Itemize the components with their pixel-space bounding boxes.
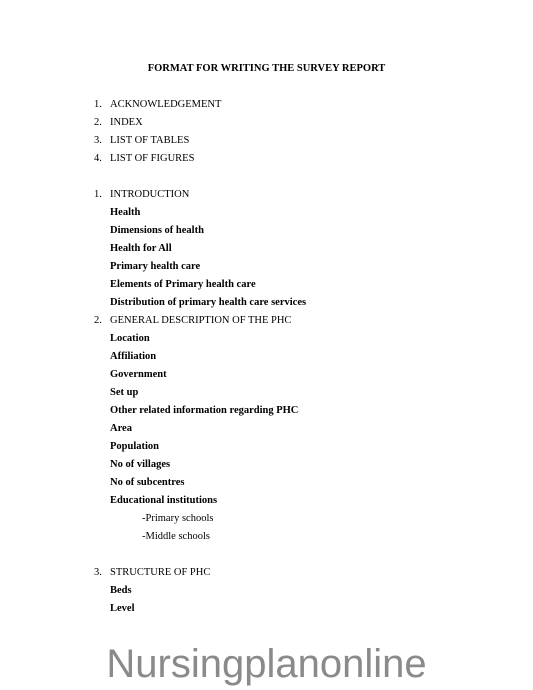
section-item: Set up xyxy=(110,387,139,398)
document-title: FORMAT FOR WRITING THE SURVEY REPORT xyxy=(147,63,386,74)
section-item: Educational institutions xyxy=(110,495,218,506)
watermark: Nursingplanonline xyxy=(106,642,427,686)
section-number: 2. xyxy=(94,315,102,326)
section-item: Health xyxy=(110,207,141,218)
item-number: 4. xyxy=(94,153,102,164)
section-item: Dimensions of health xyxy=(110,225,204,236)
section-label: GENERAL DESCRIPTION OF THE PHC xyxy=(110,315,292,326)
section-item: Affiliation xyxy=(110,351,157,362)
item-label: LIST OF FIGURES xyxy=(110,153,195,164)
section-number: 3. xyxy=(94,567,102,578)
section-item: Beds xyxy=(110,585,132,596)
item-number: 3. xyxy=(94,135,102,146)
item-label: LIST OF TABLES xyxy=(110,135,190,146)
section-item: Location xyxy=(110,333,150,344)
section-item: No of villages xyxy=(110,459,171,470)
section-subitem: -Primary schools xyxy=(142,513,214,524)
section-item: Government xyxy=(110,369,167,380)
section-label: INTRODUCTION xyxy=(110,189,190,200)
section-label: STRUCTURE OF PHC xyxy=(110,567,211,578)
section-item: Other related information regarding PHC xyxy=(110,405,299,416)
item-number: 1. xyxy=(94,99,102,110)
item-number: 2. xyxy=(94,117,102,128)
section-item: Health for All xyxy=(110,243,172,254)
section-item: Population xyxy=(110,441,160,452)
section-item: Level xyxy=(110,603,135,614)
section-item: Elements of Primary health care xyxy=(110,279,256,290)
section-item: Area xyxy=(110,423,132,434)
item-label: INDEX xyxy=(110,117,143,128)
section-subitem: -Middle schools xyxy=(142,531,210,542)
item-label: ACKNOWLEDGEMENT xyxy=(110,99,222,110)
section-item: Primary health care xyxy=(110,261,201,272)
section-item: No of subcentres xyxy=(110,477,185,488)
section-number: 1. xyxy=(94,189,102,200)
section-item: Distribution of primary health care services xyxy=(110,297,307,308)
